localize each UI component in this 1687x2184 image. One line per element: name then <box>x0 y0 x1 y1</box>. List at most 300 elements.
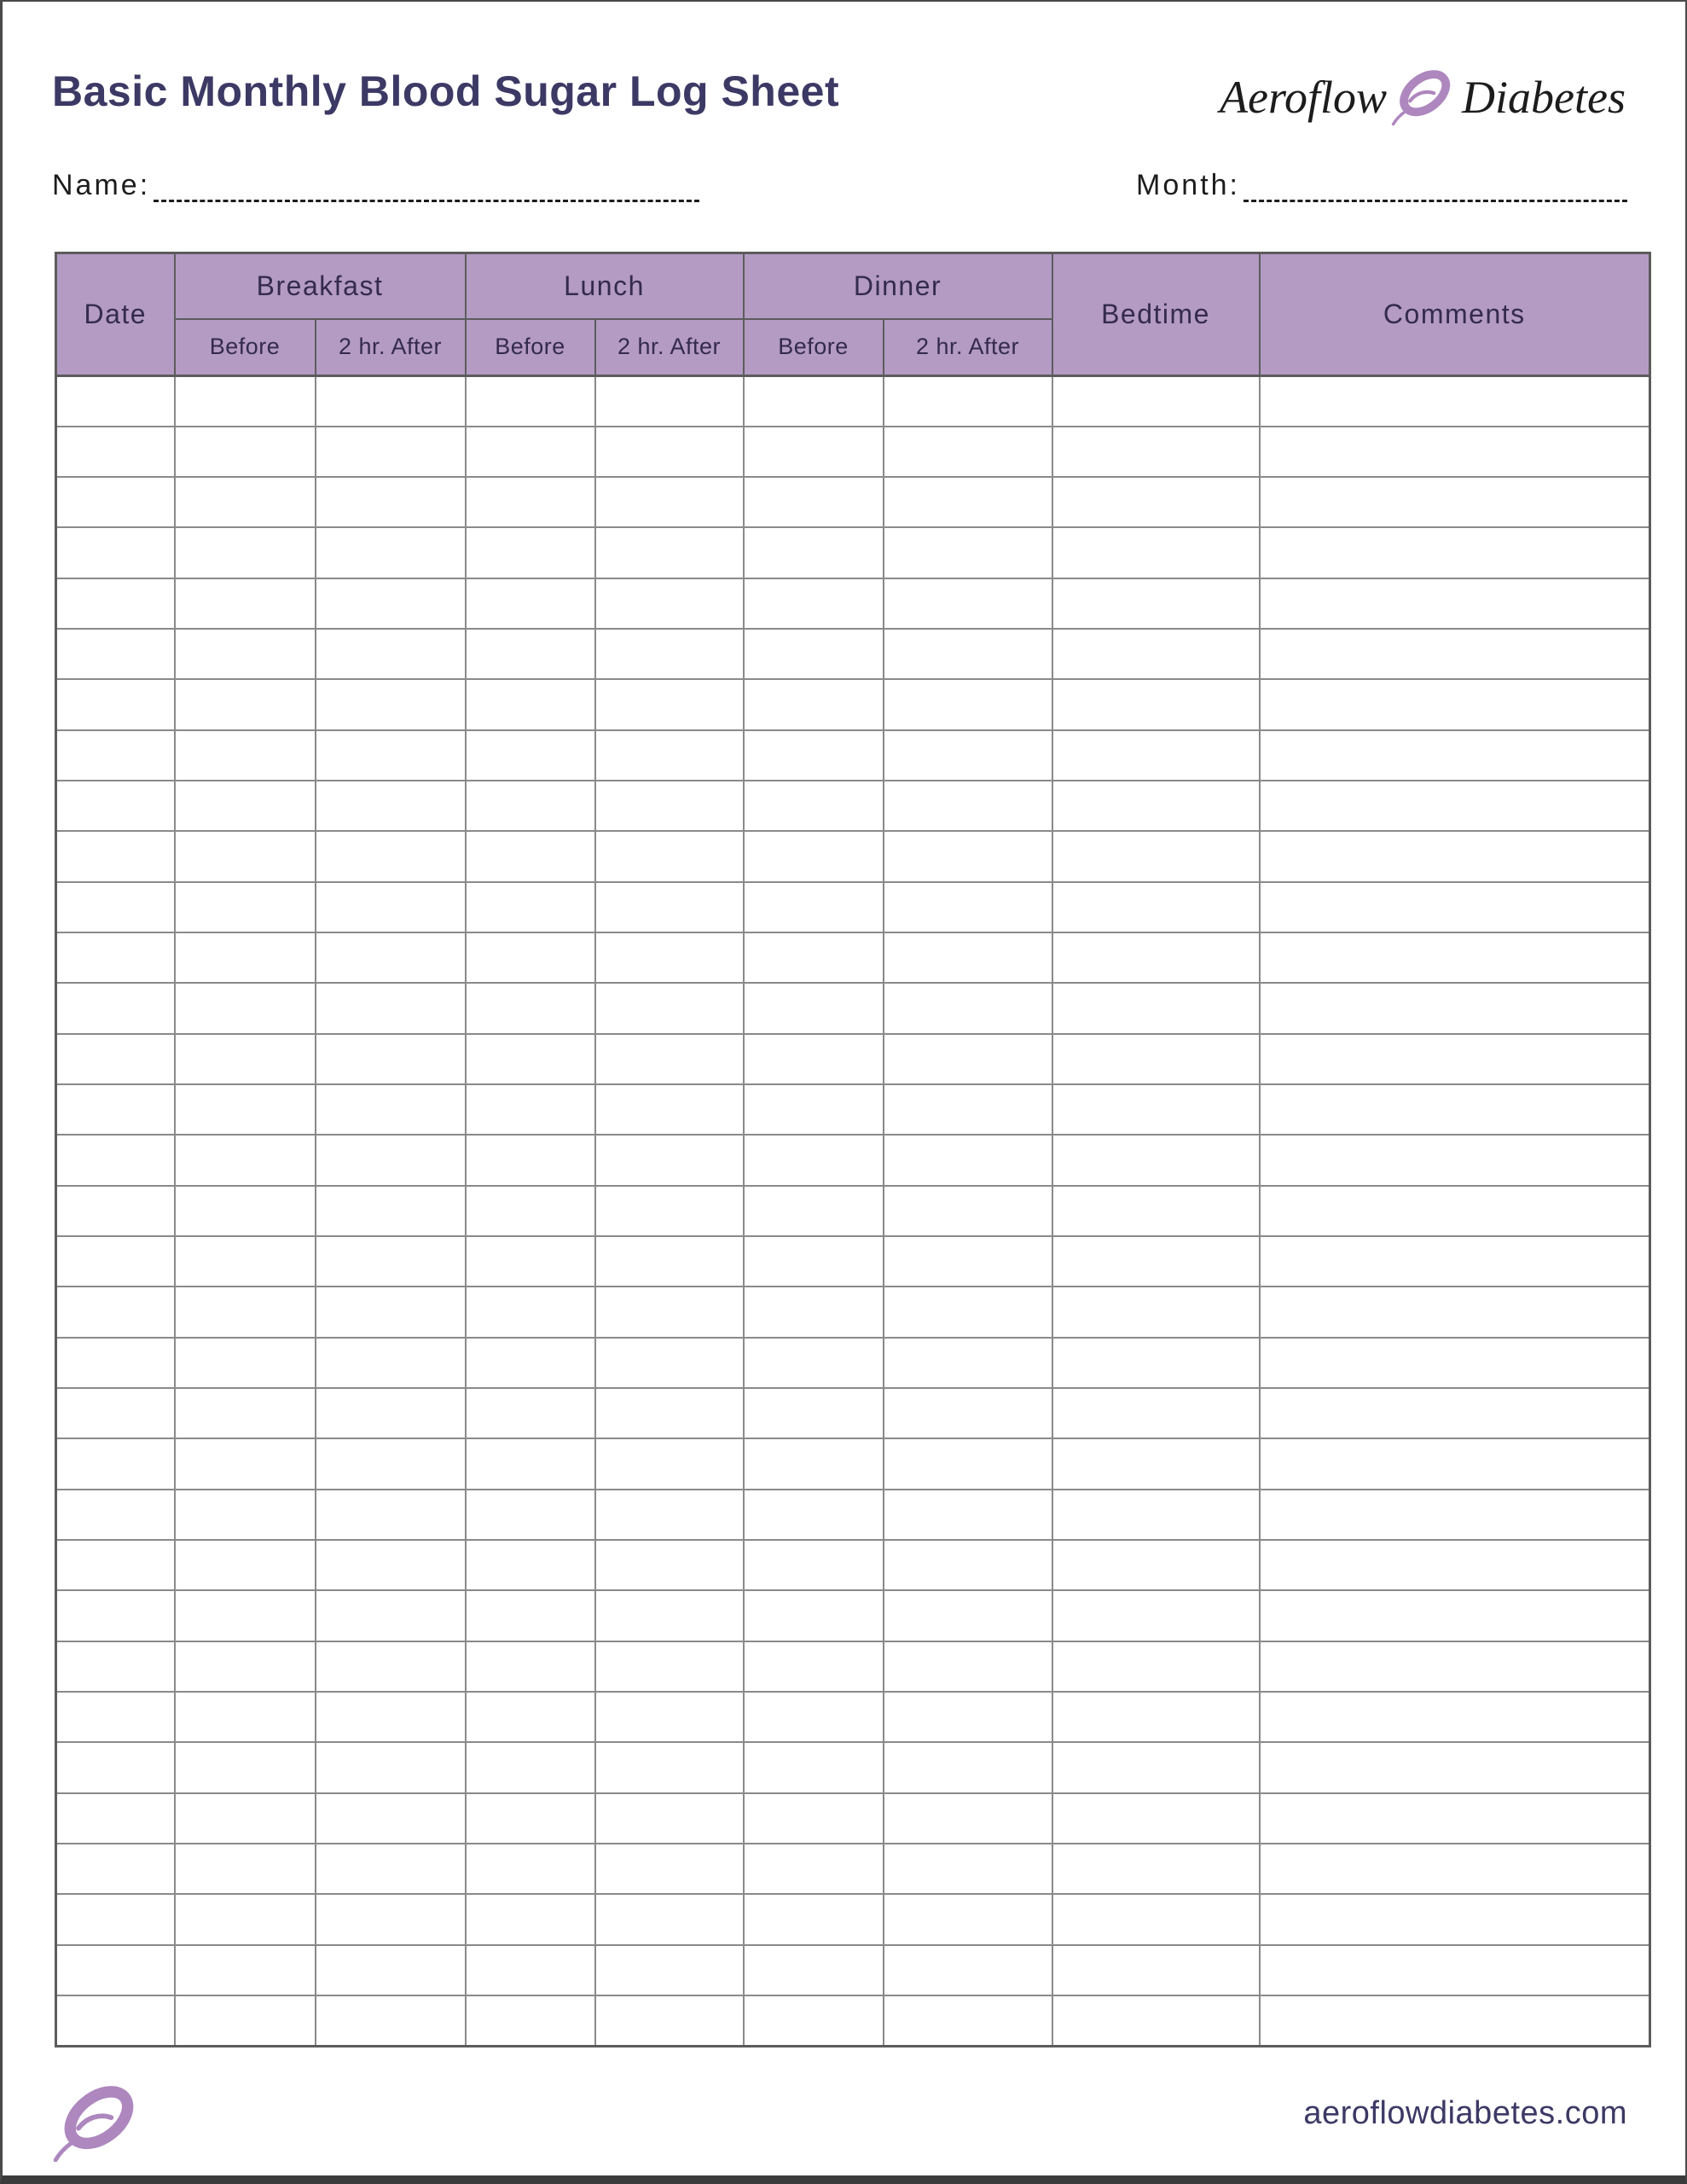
log-cell[interactable] <box>56 730 175 781</box>
log-cell[interactable] <box>466 1135 595 1185</box>
log-cell[interactable] <box>1260 781 1650 831</box>
log-cell[interactable] <box>744 1540 884 1590</box>
log-cell[interactable] <box>466 1084 595 1135</box>
log-cell[interactable] <box>316 1034 466 1084</box>
log-cell[interactable] <box>56 1844 175 1894</box>
log-cell[interactable] <box>595 1034 744 1084</box>
log-cell[interactable] <box>744 1236 884 1287</box>
log-cell[interactable] <box>1260 527 1650 578</box>
log-cell[interactable] <box>744 1338 884 1388</box>
log-cell[interactable] <box>884 1641 1052 1692</box>
log-cell[interactable] <box>744 781 884 831</box>
log-cell[interactable] <box>56 1084 175 1135</box>
log-cell[interactable] <box>1260 1388 1650 1438</box>
log-cell[interactable] <box>1052 477 1260 527</box>
log-cell[interactable] <box>595 1186 744 1236</box>
log-cell[interactable] <box>175 730 316 781</box>
log-cell[interactable] <box>595 831 744 881</box>
log-cell[interactable] <box>316 1692 466 1742</box>
log-cell[interactable] <box>316 1438 466 1489</box>
log-cell[interactable] <box>316 932 466 983</box>
log-cell[interactable] <box>466 1186 595 1236</box>
log-cell[interactable] <box>744 983 884 1033</box>
log-cell[interactable] <box>56 1995 175 2046</box>
log-cell[interactable] <box>884 1034 1052 1084</box>
log-cell[interactable] <box>466 679 595 729</box>
log-cell[interactable] <box>1052 1742 1260 1792</box>
log-cell[interactable] <box>595 679 744 729</box>
log-cell[interactable] <box>884 679 1052 729</box>
log-cell[interactable] <box>1052 1490 1260 1540</box>
log-cell[interactable] <box>56 781 175 831</box>
log-cell[interactable] <box>175 1540 316 1590</box>
log-cell[interactable] <box>466 1692 595 1742</box>
log-cell[interactable] <box>744 1894 884 1944</box>
log-cell[interactable] <box>1260 1287 1650 1337</box>
log-cell[interactable] <box>884 730 1052 781</box>
log-cell[interactable] <box>316 730 466 781</box>
log-cell[interactable] <box>466 578 595 629</box>
log-cell[interactable] <box>1052 1287 1260 1337</box>
log-cell[interactable] <box>1260 477 1650 527</box>
log-cell[interactable] <box>595 882 744 932</box>
log-cell[interactable] <box>175 1641 316 1692</box>
log-cell[interactable] <box>316 1236 466 1287</box>
log-cell[interactable] <box>884 629 1052 679</box>
log-cell[interactable] <box>1260 1540 1650 1590</box>
log-cell[interactable] <box>56 932 175 983</box>
log-cell[interactable] <box>175 1742 316 1792</box>
log-cell[interactable] <box>175 1692 316 1742</box>
log-cell[interactable] <box>884 1338 1052 1388</box>
log-cell[interactable] <box>466 932 595 983</box>
log-cell[interactable] <box>175 1338 316 1388</box>
log-cell[interactable] <box>316 679 466 729</box>
log-cell[interactable] <box>595 1287 744 1337</box>
log-cell[interactable] <box>1052 376 1260 427</box>
log-cell[interactable] <box>175 527 316 578</box>
log-cell[interactable] <box>744 1084 884 1135</box>
log-cell[interactable] <box>316 1793 466 1844</box>
log-cell[interactable] <box>56 1236 175 1287</box>
log-cell[interactable] <box>1260 1793 1650 1844</box>
log-cell[interactable] <box>744 1692 884 1742</box>
log-cell[interactable] <box>175 1388 316 1438</box>
log-cell[interactable] <box>595 1590 744 1641</box>
log-cell[interactable] <box>744 1438 884 1489</box>
log-cell[interactable] <box>56 1540 175 1590</box>
log-cell[interactable] <box>884 1287 1052 1337</box>
log-cell[interactable] <box>316 1084 466 1135</box>
log-cell[interactable] <box>316 831 466 881</box>
log-cell[interactable] <box>175 1084 316 1135</box>
log-cell[interactable] <box>175 983 316 1033</box>
log-cell[interactable] <box>1260 1490 1650 1540</box>
log-cell[interactable] <box>466 1388 595 1438</box>
log-cell[interactable] <box>744 1844 884 1894</box>
log-cell[interactable] <box>1052 1641 1260 1692</box>
log-cell[interactable] <box>175 882 316 932</box>
log-cell[interactable] <box>466 1894 595 1944</box>
log-cell[interactable] <box>175 831 316 881</box>
log-cell[interactable] <box>1052 1186 1260 1236</box>
log-cell[interactable] <box>1052 1692 1260 1742</box>
log-cell[interactable] <box>466 1287 595 1337</box>
log-cell[interactable] <box>466 1995 595 2046</box>
log-cell[interactable] <box>744 730 884 781</box>
log-cell[interactable] <box>316 629 466 679</box>
log-cell[interactable] <box>316 1490 466 1540</box>
log-cell[interactable] <box>884 578 1052 629</box>
log-cell[interactable] <box>175 629 316 679</box>
log-cell[interactable] <box>1052 629 1260 679</box>
log-cell[interactable] <box>175 1438 316 1489</box>
log-cell[interactable] <box>744 629 884 679</box>
log-cell[interactable] <box>1052 1590 1260 1641</box>
log-cell[interactable] <box>884 1186 1052 1236</box>
log-cell[interactable] <box>316 376 466 427</box>
log-cell[interactable] <box>1052 1438 1260 1489</box>
log-cell[interactable] <box>56 427 175 477</box>
log-cell[interactable] <box>1260 882 1650 932</box>
log-cell[interactable] <box>56 1793 175 1844</box>
log-cell[interactable] <box>175 1287 316 1337</box>
log-cell[interactable] <box>1052 1084 1260 1135</box>
log-cell[interactable] <box>884 831 1052 881</box>
log-cell[interactable] <box>744 1793 884 1844</box>
log-cell[interactable] <box>744 1135 884 1185</box>
log-cell[interactable] <box>1260 730 1650 781</box>
log-cell[interactable] <box>175 1995 316 2046</box>
log-cell[interactable] <box>175 1490 316 1540</box>
log-cell[interactable] <box>466 983 595 1033</box>
log-cell[interactable] <box>744 882 884 932</box>
log-cell[interactable] <box>466 1338 595 1388</box>
log-cell[interactable] <box>56 1490 175 1540</box>
log-cell[interactable] <box>1052 1844 1260 1894</box>
log-cell[interactable] <box>1052 1236 1260 1287</box>
log-cell[interactable] <box>884 1540 1052 1590</box>
log-cell[interactable] <box>1260 1236 1650 1287</box>
log-cell[interactable] <box>56 1590 175 1641</box>
log-cell[interactable] <box>884 882 1052 932</box>
log-cell[interactable] <box>466 1742 595 1792</box>
log-cell[interactable] <box>175 1034 316 1084</box>
log-cell[interactable] <box>595 1388 744 1438</box>
log-cell[interactable] <box>1052 1540 1260 1590</box>
log-cell[interactable] <box>466 831 595 881</box>
log-cell[interactable] <box>1260 679 1650 729</box>
log-cell[interactable] <box>595 1844 744 1894</box>
log-cell[interactable] <box>595 578 744 629</box>
log-cell[interactable] <box>1052 1388 1260 1438</box>
log-cell[interactable] <box>884 1945 1052 1995</box>
log-cell[interactable] <box>884 932 1052 983</box>
log-cell[interactable] <box>175 1945 316 1995</box>
log-cell[interactable] <box>595 983 744 1033</box>
log-cell[interactable] <box>595 1135 744 1185</box>
log-cell[interactable] <box>56 1186 175 1236</box>
log-cell[interactable] <box>744 932 884 983</box>
log-cell[interactable] <box>595 1084 744 1135</box>
log-cell[interactable] <box>316 527 466 578</box>
log-cell[interactable] <box>56 983 175 1033</box>
log-cell[interactable] <box>595 1438 744 1489</box>
log-cell[interactable] <box>175 1135 316 1185</box>
log-cell[interactable] <box>744 1641 884 1692</box>
log-cell[interactable] <box>175 477 316 527</box>
log-cell[interactable] <box>884 477 1052 527</box>
log-cell[interactable] <box>1052 1945 1260 1995</box>
log-cell[interactable] <box>1260 1590 1650 1641</box>
log-cell[interactable] <box>56 1742 175 1792</box>
log-cell[interactable] <box>56 1287 175 1337</box>
log-cell[interactable] <box>175 1844 316 1894</box>
log-cell[interactable] <box>56 1034 175 1084</box>
log-cell[interactable] <box>884 983 1052 1033</box>
log-cell[interactable] <box>1260 1945 1650 1995</box>
log-cell[interactable] <box>595 1641 744 1692</box>
log-cell[interactable] <box>466 781 595 831</box>
log-cell[interactable] <box>744 376 884 427</box>
log-cell[interactable] <box>56 831 175 881</box>
log-cell[interactable] <box>884 1438 1052 1489</box>
log-cell[interactable] <box>316 1388 466 1438</box>
log-cell[interactable] <box>316 781 466 831</box>
log-cell[interactable] <box>175 427 316 477</box>
log-cell[interactable] <box>316 1641 466 1692</box>
log-cell[interactable] <box>1052 1793 1260 1844</box>
log-cell[interactable] <box>744 1742 884 1792</box>
log-cell[interactable] <box>466 1641 595 1692</box>
log-cell[interactable] <box>466 1844 595 1894</box>
log-cell[interactable] <box>175 1894 316 1944</box>
log-cell[interactable] <box>316 1844 466 1894</box>
log-cell[interactable] <box>466 1034 595 1084</box>
log-cell[interactable] <box>1260 1692 1650 1742</box>
log-cell[interactable] <box>1052 427 1260 477</box>
log-cell[interactable] <box>595 932 744 983</box>
log-cell[interactable] <box>595 730 744 781</box>
log-cell[interactable] <box>884 1236 1052 1287</box>
log-cell[interactable] <box>595 781 744 831</box>
log-cell[interactable] <box>744 427 884 477</box>
log-cell[interactable] <box>175 932 316 983</box>
log-cell[interactable] <box>175 1236 316 1287</box>
log-cell[interactable] <box>884 1793 1052 1844</box>
log-cell[interactable] <box>744 1287 884 1337</box>
log-cell[interactable] <box>595 376 744 427</box>
log-cell[interactable] <box>175 781 316 831</box>
log-cell[interactable] <box>56 578 175 629</box>
log-cell[interactable] <box>744 831 884 881</box>
log-cell[interactable] <box>56 882 175 932</box>
log-cell[interactable] <box>595 1742 744 1792</box>
log-cell[interactable] <box>56 1641 175 1692</box>
log-cell[interactable] <box>175 679 316 729</box>
log-cell[interactable] <box>1260 427 1650 477</box>
log-cell[interactable] <box>595 1995 744 2046</box>
log-cell[interactable] <box>744 1945 884 1995</box>
log-cell[interactable] <box>56 477 175 527</box>
footer-website-link[interactable]: aeroflowdiabetes.com <box>1303 2095 1627 2131</box>
log-cell[interactable] <box>884 1844 1052 1894</box>
log-cell[interactable] <box>175 376 316 427</box>
log-cell[interactable] <box>316 1540 466 1590</box>
log-cell[interactable] <box>1260 629 1650 679</box>
month-input-line[interactable] <box>1244 173 1627 202</box>
log-cell[interactable] <box>1052 527 1260 578</box>
log-cell[interactable] <box>175 1590 316 1641</box>
log-cell[interactable] <box>595 477 744 527</box>
log-cell[interactable] <box>1260 1135 1650 1185</box>
log-cell[interactable] <box>884 781 1052 831</box>
log-cell[interactable] <box>56 1894 175 1944</box>
log-cell[interactable] <box>316 1945 466 1995</box>
log-cell[interactable] <box>1052 1338 1260 1388</box>
log-cell[interactable] <box>1260 831 1650 881</box>
log-cell[interactable] <box>884 1084 1052 1135</box>
log-cell[interactable] <box>466 1540 595 1590</box>
log-cell[interactable] <box>466 1438 595 1489</box>
log-cell[interactable] <box>884 1590 1052 1641</box>
log-cell[interactable] <box>56 1438 175 1489</box>
log-cell[interactable] <box>316 1287 466 1337</box>
log-cell[interactable] <box>595 1540 744 1590</box>
log-cell[interactable] <box>744 1490 884 1540</box>
log-cell[interactable] <box>56 1945 175 1995</box>
log-cell[interactable] <box>744 1590 884 1641</box>
log-cell[interactable] <box>1260 1186 1650 1236</box>
log-cell[interactable] <box>595 1490 744 1540</box>
log-cell[interactable] <box>595 1236 744 1287</box>
log-cell[interactable] <box>744 1388 884 1438</box>
log-cell[interactable] <box>884 376 1052 427</box>
log-cell[interactable] <box>316 882 466 932</box>
log-cell[interactable] <box>1052 1034 1260 1084</box>
log-cell[interactable] <box>56 1692 175 1742</box>
log-cell[interactable] <box>466 1590 595 1641</box>
log-cell[interactable] <box>1260 1894 1650 1944</box>
log-cell[interactable] <box>56 527 175 578</box>
log-cell[interactable] <box>466 1490 595 1540</box>
name-input-line[interactable] <box>154 173 699 202</box>
log-cell[interactable] <box>1260 578 1650 629</box>
log-cell[interactable] <box>1052 1135 1260 1185</box>
log-cell[interactable] <box>1052 831 1260 881</box>
log-cell[interactable] <box>744 679 884 729</box>
log-cell[interactable] <box>1052 730 1260 781</box>
log-cell[interactable] <box>466 882 595 932</box>
log-cell[interactable] <box>884 1894 1052 1944</box>
log-cell[interactable] <box>316 1338 466 1388</box>
log-cell[interactable] <box>56 679 175 729</box>
log-cell[interactable] <box>595 1945 744 1995</box>
log-cell[interactable] <box>1260 1338 1650 1388</box>
log-cell[interactable] <box>466 376 595 427</box>
log-cell[interactable] <box>466 427 595 477</box>
log-cell[interactable] <box>466 477 595 527</box>
log-cell[interactable] <box>316 427 466 477</box>
log-cell[interactable] <box>316 1894 466 1944</box>
log-cell[interactable] <box>1260 932 1650 983</box>
log-cell[interactable] <box>175 578 316 629</box>
log-cell[interactable] <box>316 1135 466 1185</box>
log-cell[interactable] <box>744 1034 884 1084</box>
log-cell[interactable] <box>884 427 1052 477</box>
log-cell[interactable] <box>316 1590 466 1641</box>
log-cell[interactable] <box>884 1135 1052 1185</box>
log-cell[interactable] <box>1260 1438 1650 1489</box>
log-cell[interactable] <box>744 1186 884 1236</box>
log-cell[interactable] <box>316 1742 466 1792</box>
log-cell[interactable] <box>595 629 744 679</box>
log-cell[interactable] <box>744 477 884 527</box>
log-cell[interactable] <box>466 1236 595 1287</box>
log-cell[interactable] <box>884 1692 1052 1742</box>
log-cell[interactable] <box>595 527 744 578</box>
log-cell[interactable] <box>595 1793 744 1844</box>
log-cell[interactable] <box>56 1388 175 1438</box>
log-cell[interactable] <box>466 527 595 578</box>
log-cell[interactable] <box>1260 1844 1650 1894</box>
log-cell[interactable] <box>56 1338 175 1388</box>
log-cell[interactable] <box>884 1742 1052 1792</box>
log-cell[interactable] <box>316 1995 466 2046</box>
log-cell[interactable] <box>56 376 175 427</box>
log-cell[interactable] <box>316 477 466 527</box>
log-cell[interactable] <box>1052 882 1260 932</box>
log-cell[interactable] <box>1052 679 1260 729</box>
log-cell[interactable] <box>1260 1034 1650 1084</box>
log-cell[interactable] <box>595 427 744 477</box>
log-cell[interactable] <box>1260 376 1650 427</box>
log-cell[interactable] <box>1052 1995 1260 2046</box>
log-cell[interactable] <box>56 1135 175 1185</box>
log-cell[interactable] <box>595 1894 744 1944</box>
log-cell[interactable] <box>744 578 884 629</box>
log-cell[interactable] <box>1260 1084 1650 1135</box>
log-cell[interactable] <box>884 1490 1052 1540</box>
log-cell[interactable] <box>175 1793 316 1844</box>
log-cell[interactable] <box>884 1995 1052 2046</box>
log-cell[interactable] <box>1260 983 1650 1033</box>
log-cell[interactable] <box>1052 578 1260 629</box>
log-cell[interactable] <box>744 527 884 578</box>
log-cell[interactable] <box>1260 1995 1650 2046</box>
log-cell[interactable] <box>466 1945 595 1995</box>
log-cell[interactable] <box>316 578 466 629</box>
log-cell[interactable] <box>175 1186 316 1236</box>
log-cell[interactable] <box>316 1186 466 1236</box>
log-cell[interactable] <box>595 1692 744 1742</box>
log-cell[interactable] <box>1052 983 1260 1033</box>
log-cell[interactable] <box>595 1338 744 1388</box>
log-cell[interactable] <box>1052 781 1260 831</box>
log-cell[interactable] <box>744 1995 884 2046</box>
log-cell[interactable] <box>884 527 1052 578</box>
log-cell[interactable] <box>466 1793 595 1844</box>
log-cell[interactable] <box>1260 1641 1650 1692</box>
log-cell[interactable] <box>466 730 595 781</box>
log-cell[interactable] <box>1052 932 1260 983</box>
log-cell[interactable] <box>1052 1894 1260 1944</box>
log-cell[interactable] <box>56 629 175 679</box>
log-cell[interactable] <box>316 983 466 1033</box>
log-cell[interactable] <box>466 629 595 679</box>
log-cell[interactable] <box>884 1388 1052 1438</box>
log-cell[interactable] <box>1260 1742 1650 1792</box>
